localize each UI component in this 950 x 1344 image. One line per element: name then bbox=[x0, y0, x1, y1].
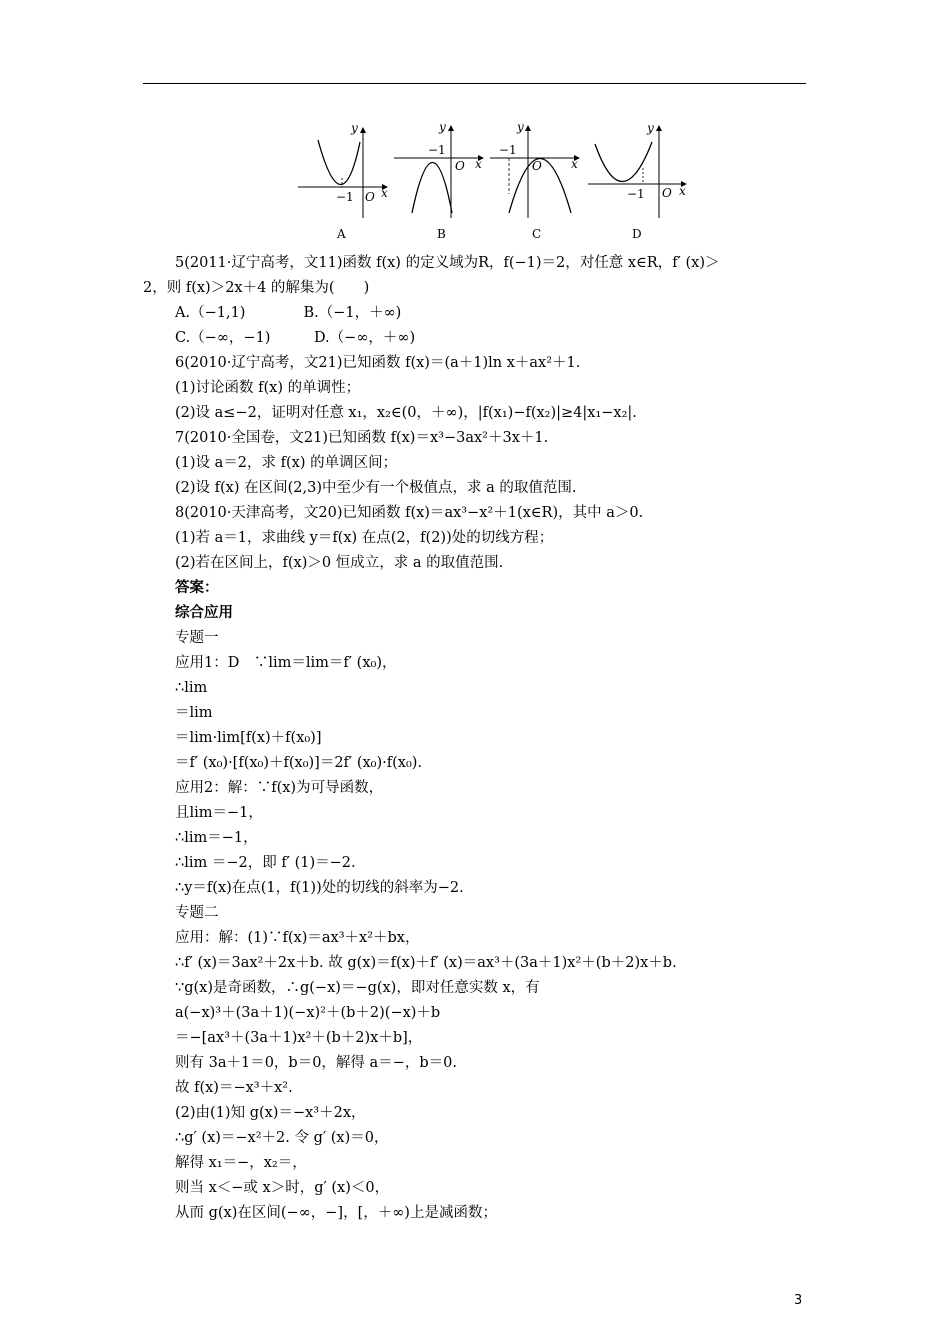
problem-7-part-2: (2)设 f(x) 在区间(2,3)中至少有一个极值点，求 a 的取值范围. bbox=[175, 480, 577, 496]
problem-6-stem: 6(2010·辽宁高考，文21)已知函数 f(x)＝(a＋1)ln x＋ax²＋1. bbox=[175, 355, 581, 371]
graph-a bbox=[298, 121, 388, 241]
graph-b-caption: B bbox=[437, 227, 446, 241]
answer-line: ∴lim＝−1， bbox=[175, 830, 258, 846]
graph-c-origin-label: O bbox=[532, 159, 542, 173]
header-rule bbox=[143, 83, 806, 84]
graph-d-neg-one-label: −1 bbox=[627, 187, 645, 201]
graph-d-y-label: y bbox=[647, 121, 654, 135]
graph-c-x-label: x bbox=[571, 157, 578, 171]
answer-line: 应用：解：(1)∵f(x)＝ax³＋x²＋bx， bbox=[175, 930, 420, 946]
problem-5-options-ab: A.（−1,1) B.（−1，＋∞) bbox=[175, 305, 402, 321]
answer-line: 故 f(x)＝−x³＋x². bbox=[175, 1080, 293, 1096]
answer-line: ∴y＝f(x)在点(1，f(1))处的切线的斜率为−2. bbox=[175, 880, 464, 896]
problem-5-line-1: 5(2011·辽宁高考，文11)函数 f(x) 的定义域为R，f(−1)＝2，对任意 x∈R，f′ (x)＞ bbox=[175, 255, 720, 271]
problem-7-stem: 7(2010·全国卷，文21)已知函数 f(x)＝x³−3ax²＋3x＋1. bbox=[175, 430, 549, 446]
graph-b-y-label: y bbox=[439, 120, 446, 134]
comprehensive-heading: 综合应用 bbox=[175, 604, 233, 621]
graph-c-caption: C bbox=[532, 227, 542, 241]
topic-1-heading: 专题一 bbox=[175, 630, 219, 646]
graphs-svg bbox=[290, 118, 690, 248]
graph-a-origin-label: O bbox=[365, 190, 375, 204]
answer-line: ＝−[ax³＋(3a＋1)x²＋(b＋2)x＋b]， bbox=[175, 1030, 423, 1046]
answer-line: ∴f′ (x)＝3ax²＋2x＋b. 故 g(x)＝f(x)＋f′ (x)＝ax³＋(3a＋1)x²＋(b＋2)x＋b. bbox=[175, 955, 677, 971]
graph-a-y-label: y bbox=[351, 121, 358, 135]
answer-line: a(−x)³＋(3a＋1)(−x)²＋(b＋2)(−x)＋b bbox=[175, 1005, 441, 1021]
page-number: 3 bbox=[794, 1293, 803, 1308]
graph-a-x-label: x bbox=[381, 186, 388, 200]
graph-c-neg-one-label: −1 bbox=[499, 143, 517, 157]
problem-6-part-2: (2)设 a≤−2，证明对任意 x₁，x₂∈(0，＋∞)，|f(x₁)−f(x₂)|≥4|x₁−x₂|. bbox=[175, 405, 637, 421]
answer-line: 从而 g(x)在区间(−∞，−]，[，＋∞)上是减函数； bbox=[175, 1205, 497, 1221]
graph-b-origin-label: O bbox=[455, 159, 465, 173]
graph-b-neg-one-label: −1 bbox=[428, 143, 446, 157]
answer-line: 应用1：D ∵lim＝lim＝f′ (x₀)， bbox=[175, 655, 397, 671]
graph-d-origin-label: O bbox=[662, 186, 672, 200]
answer-line: 则有 3a＋1＝0，b＝0，解得 a＝−，b＝0. bbox=[175, 1055, 457, 1071]
graph-d-caption: D bbox=[632, 227, 642, 241]
answer-line: 则当 x＜−或 x＞时，g′ (x)＜0， bbox=[175, 1180, 390, 1196]
problem-8-stem: 8(2010·天津高考，文20)已知函数 f(x)＝ax³−x²＋1(x∈R)，其中 a＞0. bbox=[175, 505, 644, 521]
problem-5-line-2: 2，则 f(x)＞2x＋4 的解集为( ) bbox=[143, 280, 370, 296]
answer-line: ∴lim ＝−2，即 f′ (1)＝−2. bbox=[175, 855, 356, 871]
graph-b bbox=[394, 120, 483, 241]
graph-a-caption: A bbox=[337, 227, 346, 241]
answer-line: ＝lim·lim[f(x)＋f(x₀)] bbox=[175, 730, 322, 746]
problem-6-part-1: (1)讨论函数 f(x) 的单调性； bbox=[175, 380, 361, 396]
answer-line: 且lim＝−1， bbox=[175, 805, 263, 821]
problem-8-part-1: (1)若 a＝1，求曲线 y＝f(x) 在点(2，f(2))处的切线方程； bbox=[175, 530, 554, 546]
problem-8-part-2: (2)若在区间上，f(x)＞0 恒成立，求 a 的取值范围. bbox=[175, 555, 504, 571]
answer-line: ∴g′ (x)＝−x²＋2. 令 g′ (x)＝0， bbox=[175, 1130, 389, 1146]
answer-line: 应用2：解：∵f(x)为可导函数， bbox=[175, 780, 384, 796]
answer-line: 解得 x₁＝−，x₂＝， bbox=[175, 1155, 307, 1171]
answer-line: (2)由(1)知 g(x)＝−x³＋2x， bbox=[175, 1105, 366, 1121]
problem-7-part-1: (1)设 a＝2，求 f(x) 的单调区间； bbox=[175, 455, 398, 471]
graph-b-x-label: x bbox=[475, 157, 482, 171]
graph-c bbox=[490, 120, 579, 241]
graph-d bbox=[588, 121, 686, 241]
graph-c-y-label: y bbox=[517, 120, 524, 134]
topic-2-heading: 专题二 bbox=[175, 905, 219, 921]
problem-5-options-cd: C.（−∞，−1) D.（−∞，＋∞) bbox=[175, 330, 416, 346]
answer-line: ＝lim bbox=[175, 705, 213, 721]
answer-line: ∵g(x)是奇函数，∴g(−x)＝−g(x)，即对任意实数 x，有 bbox=[175, 980, 540, 996]
answer-line: ＝f′ (x₀)·[f(x₀)＋f(x₀)]＝2f′ (x₀)·f(x₀). bbox=[175, 755, 423, 771]
function-graphs-figure bbox=[290, 118, 690, 248]
answers-heading: 答案： bbox=[175, 579, 219, 596]
graph-d-x-label: x bbox=[679, 184, 686, 198]
graph-a-neg-one-label: −1 bbox=[336, 190, 354, 204]
answer-line: ∴lim bbox=[175, 680, 208, 696]
